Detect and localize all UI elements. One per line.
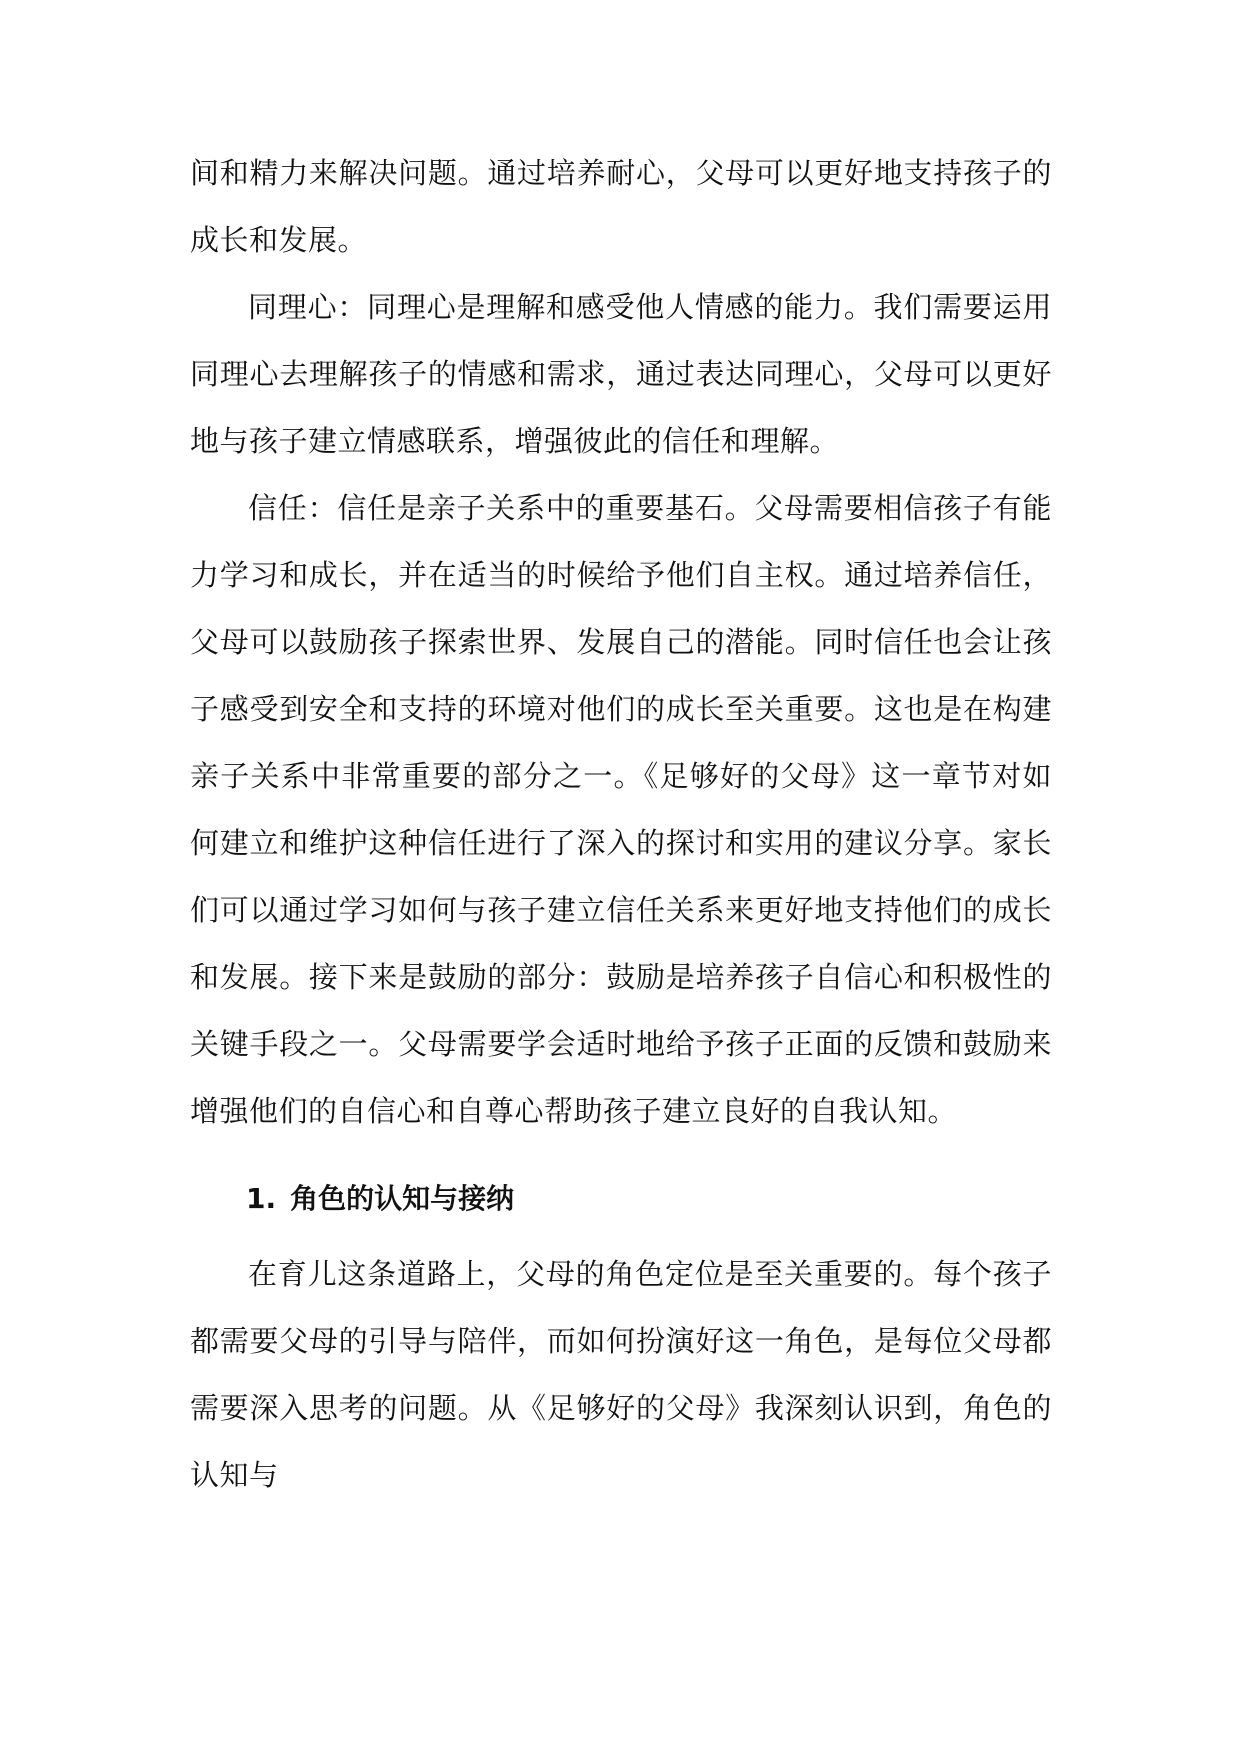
section-heading <box>190 1157 1052 1241</box>
section-number: 1. <box>246 1182 277 1215</box>
paragraph-patience-continued: 间和精力来解决问题。通过培养耐心，父母可以更好地支持孩子的成长和发展。 <box>190 156 1052 257</box>
paragraph-trust: 信任：信任是亲子关系中的重要基石。父母需要相信孩子有能力学习和成长，并在适当的时候给予他们自主权。通过培养信任，父母可以鼓励孩子探索世界、发展自己的潜能。同时信任也会让孩子感受到安全和支持的环境对他们的成长至关重要。这也是在构建亲子关系中非常重要的部分之一。《足够好的父母》这一章节对如何建立和维护这种信任进行了深入的探讨和实用的建议分享。家长们可以通过学习如何与孩子建立信任关系来更好地支持他们的成长和发展。接下来是鼓励的部分：鼓励是培养孩子自信心和积极性的关键手段之一。父母需要学会适时地给予孩子正面的反馈和鼓励来增强他们的自信心和自尊心帮助孩子建立良好的自我认知。 <box>190 491 1052 1128</box>
document-body <box>190 140 1052 1509</box>
section-title: 角色的认知与接纳 <box>290 1182 515 1215</box>
paragraph-empathy: 同理心：同理心是理解和感受他人情感的能力。我们需要运用同理心去理解孩子的情感和需求，通过表达同理心，父母可以更好地与孩子建立情感联系，增强彼此的信任和理解。 <box>190 290 1052 458</box>
paragraph-role-intro: 在育儿这条道路上，父母的角色定位是至关重要的。每个孩子都需要父母的引导与陪伴，而如何扮演好这一角色，是每位父母都需要深入思考的问题。从《足够好的父母》我深刻认识到，角色的认知与 <box>190 1257 1052 1492</box>
